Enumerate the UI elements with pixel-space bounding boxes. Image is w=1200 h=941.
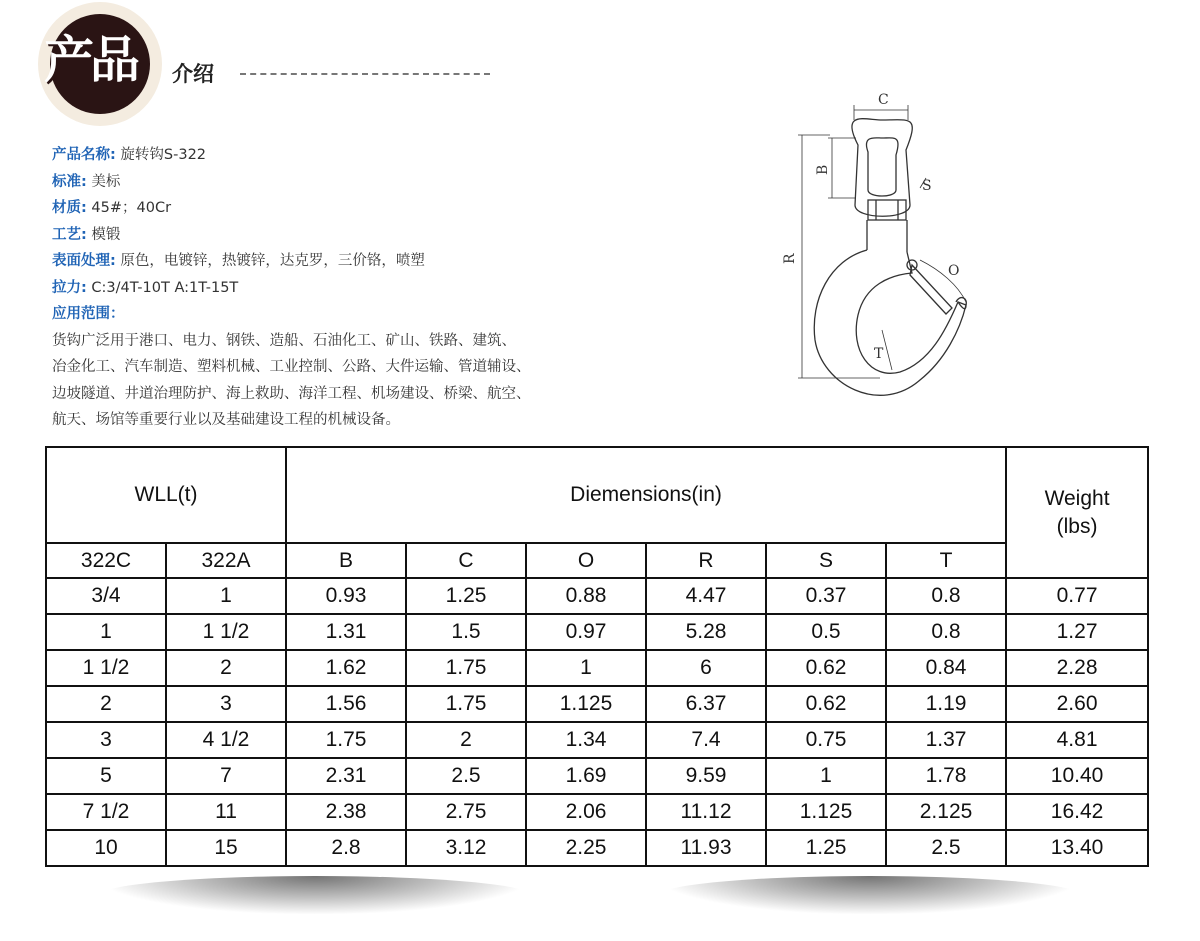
table-row [46,614,1148,650]
wll-header: WLL(t) [46,447,286,543]
hook-latch [910,265,952,314]
table-cell: 1.34 [526,722,646,758]
dim-label-s: S [922,178,932,194]
table-row [46,722,1148,758]
table-cell: 0.75 [766,722,886,758]
dimensions-header: Diemensions(in) [286,447,1006,543]
hook-body [814,250,966,395]
table-row [46,794,1148,830]
table-cell: 1.27 [1006,614,1148,650]
table-cell: 2.28 [1006,650,1148,686]
swivel-eye-outline [852,119,912,217]
table-cell: 1 [526,650,646,686]
table-cell: 2.5 [406,758,526,794]
table-cell: 15 [166,830,286,866]
spec-table [45,446,1149,867]
table-cell: 6.37 [646,686,766,722]
table-cell: 0.84 [886,650,1006,686]
table-cell: 1.19 [886,686,1006,722]
table-cell: 0.77 [1006,578,1148,614]
table-row [46,830,1148,866]
table-cell: 2.38 [286,794,406,830]
table-cell: 0.5 [766,614,886,650]
table-cell: 1 [166,578,286,614]
table-row [46,758,1148,794]
table-cell: 2.5 [886,830,1006,866]
subheader-c: C [406,543,526,578]
info-row-standard: 标准: 美标 [52,173,121,190]
table-cell: 10 [46,830,166,866]
table-cell: 3 [46,722,166,758]
table-cell: 0.8 [886,578,1006,614]
table-cell: 3 [166,686,286,722]
table-cell: 9.59 [646,758,766,794]
dim-label-r: R [782,253,798,264]
dim-label-o: O [948,263,960,279]
title-badge-text: 产品 [44,31,136,89]
table-cell: 0.8 [886,614,1006,650]
table-cell: 1.25 [406,578,526,614]
subheader-322c: 322C [46,543,166,578]
subheader-s: S [766,543,886,578]
table-cell: 4.47 [646,578,766,614]
table-cell: 1.125 [526,686,646,722]
table-cell: 1.75 [286,722,406,758]
table-cell: 1.25 [766,830,886,866]
info-row-material: 材质: 45#；40Cr [52,200,172,216]
table-cell: 11.93 [646,830,766,866]
table-row [46,650,1148,686]
subheader-o: O [526,543,646,578]
subheader-t: T [886,543,1006,578]
table-cell: 5 [46,758,166,794]
table-cell: 1.31 [286,614,406,650]
table-cell: 1 [766,758,886,794]
product-info [52,142,652,434]
title-divider [240,73,490,75]
table-cell: 4.81 [1006,722,1148,758]
table-cell: 7 1/2 [46,794,166,830]
application-line: 航天、场馆等重要行业以及基础建设工程的机械设备。 [52,412,400,428]
table-cell: 1 [46,614,166,650]
table-cell: 2.31 [286,758,406,794]
table-cell: 0.37 [766,578,886,614]
table-cell: 5.28 [646,614,766,650]
dim-label-t: T [874,346,884,362]
table-cell: 2.8 [286,830,406,866]
table-cell: 1 1/2 [46,650,166,686]
info-row-surface: 表面处理: 原色，电镀锌，热镀锌，达克罗，三价铬，喷塑 [52,253,425,269]
table-cell: 7.4 [646,722,766,758]
table-cell: 1.56 [286,686,406,722]
swivel-eye-inner [866,138,898,196]
application-line: 货钩广泛用于港口、电力、钢铁、造船、石油化工、矿山、铁路、建筑、 [52,332,516,349]
application-line: 冶金化工、汽车制造、塑料机械、工业控制、公路、大件运输、管道辅设、 [52,359,531,375]
table-cell: 2 [46,686,166,722]
table-cell: 1.75 [406,650,526,686]
table-cell: 16.42 [1006,794,1148,830]
bottom-shadow-right [660,876,1080,914]
info-row-application: 应用范围： [52,306,125,322]
swivel-hook-diagram [770,80,1010,430]
table-cell: 1 1/2 [166,614,286,650]
table-cell: 2 [166,650,286,686]
application-line: 边坡隧道、井道治理防护、海上救助、海洋工程、机场建设、桥梁、航空、 [52,385,531,402]
table-cell: 0.88 [526,578,646,614]
table-cell: 2.06 [526,794,646,830]
table-cell: 4 1/2 [166,722,286,758]
subheader-r: R [646,543,766,578]
table-cell: 3.12 [406,830,526,866]
table-cell: 1.125 [766,794,886,830]
table-cell: 2.60 [1006,686,1148,722]
table-cell: 1.78 [886,758,1006,794]
table-cell: 2.125 [886,794,1006,830]
subheader-b: B [286,543,406,578]
table-cell: 1.37 [886,722,1006,758]
table-cell: 2 [406,722,526,758]
table-cell: 7 [166,758,286,794]
weight-header-unit: (lbs) [1056,514,1098,538]
table-cell: 0.93 [286,578,406,614]
subheader-322a: 322A [166,543,286,578]
weight-header-label: Weight [1044,486,1110,510]
hook-neck [867,220,907,252]
table-cell: 11.12 [646,794,766,830]
table-cell: 6 [646,650,766,686]
table-cell: 0.62 [766,686,886,722]
table-cell: 0.97 [526,614,646,650]
table-cell: 3/4 [46,578,166,614]
table-cell: 0.62 [766,650,886,686]
weight-header [1006,447,1148,578]
bottom-shadow-left [100,876,530,914]
table-cell: 1.5 [406,614,526,650]
table-subheader-row [46,543,1148,578]
spec-table-body [46,578,1148,866]
dim-label-c: C [878,92,889,108]
info-row-tension: 拉力: C:3/4T-10T A:1T-15T [52,279,239,296]
table-cell: 2.75 [406,794,526,830]
table-cell: 10.40 [1006,758,1148,794]
info-row-name: 产品名称: 旋转钩S-322 [52,147,207,163]
section-title: 介绍 [172,62,214,86]
table-cell: 11 [166,794,286,830]
table-header-row [46,447,1148,543]
swivel-nut [868,200,906,220]
table-cell: 1.62 [286,650,406,686]
table-row [46,686,1148,722]
table-cell: 1.75 [406,686,526,722]
info-row-process: 工艺: 模锻 [52,226,121,243]
dim-label-b: B [815,164,831,175]
table-cell: 13.40 [1006,830,1148,866]
table-cell: 1.69 [526,758,646,794]
table-row [46,578,1148,614]
table-cell: 2.25 [526,830,646,866]
